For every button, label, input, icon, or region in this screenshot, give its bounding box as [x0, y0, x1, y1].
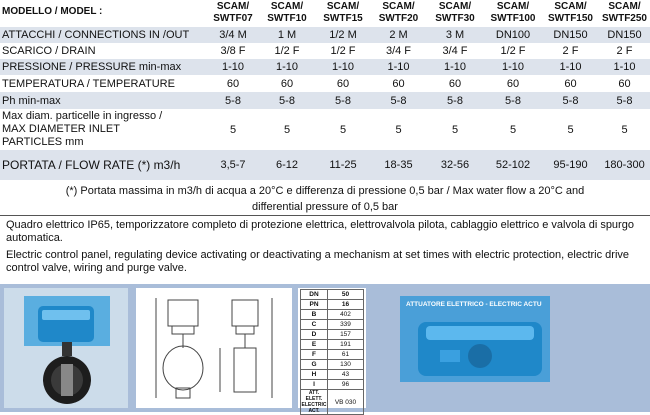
dim-value: 61 — [328, 350, 364, 360]
table-row — [0, 92, 650, 109]
dim-value: 43 — [328, 370, 364, 380]
table-cell: 1/2 F — [330, 45, 356, 57]
table-cell: DN150 — [553, 29, 588, 41]
dim-header: 50 — [328, 290, 364, 300]
technical-drawing — [136, 288, 292, 408]
table-cell: 1/2 M — [329, 29, 357, 41]
table-cell: 5-8 — [335, 94, 351, 107]
model-col: SCAM/ SWTF250 — [601, 1, 647, 24]
row-label: SCARICO / DRAIN — [2, 45, 96, 57]
dim-value: VB 030 — [328, 390, 364, 415]
dim-key: H — [301, 370, 328, 380]
table-cell: 5-8 — [279, 94, 295, 107]
dim-header: PN — [301, 300, 328, 310]
description — [6, 219, 646, 279]
table-cell: 95-190 — [553, 159, 588, 171]
table-cell: 1-10 — [443, 61, 467, 73]
table-cell: 1-10 — [501, 61, 525, 73]
dim-key: C — [301, 320, 328, 330]
table-cell: 5-8 — [562, 94, 579, 107]
model-col: SCAM/ SWTF150 — [547, 1, 593, 24]
actuator-photo-label: ATTUATORE ELETTRICO - ELECTRIC ACTU — [406, 301, 542, 308]
actuator-photo — [400, 296, 550, 382]
row-label: Ph min-max — [2, 94, 61, 107]
dim-key: I — [301, 380, 328, 390]
table-cell: 5 — [621, 123, 628, 136]
butterfly-valve-icon — [4, 288, 128, 408]
table-cell: 5-8 — [505, 94, 521, 107]
table-row — [0, 59, 650, 75]
model-col: SCAM/ SWTF20 — [378, 1, 419, 24]
table-cell: 2 M — [389, 29, 408, 41]
dimensions-table — [300, 289, 364, 415]
table-cell: 3/4 M — [219, 29, 247, 41]
table-cell: 60 — [280, 77, 294, 90]
table-cell: 2 F — [562, 45, 579, 57]
table-row — [0, 150, 650, 180]
table-cell: 5 — [283, 123, 291, 136]
table-cell: 60 — [392, 77, 405, 90]
dim-header: 16 — [328, 300, 364, 310]
table-cell: 5 — [567, 123, 574, 136]
row-label: TEMPERATURA / TEMPERATURE — [2, 77, 175, 90]
table-cell: 52-102 — [495, 159, 531, 171]
table-cell: 5 — [339, 123, 347, 136]
table-cell: 60 — [448, 77, 462, 90]
electric-actuator-icon — [400, 296, 550, 382]
footnote-line: (*) Portata massima in m3/h di acqua a 20°C e differenza di pressione 0,5 bar / Max water flow a 20°C and — [65, 185, 585, 197]
table-cell: 1-10 — [613, 61, 636, 73]
table-cell: 1-10 — [559, 61, 582, 73]
dim-key: B — [301, 310, 328, 320]
dim-value: 191 — [328, 340, 364, 350]
footnote — [0, 181, 650, 215]
table-cell: 1 M — [277, 29, 297, 41]
table-row — [0, 109, 650, 150]
table-cell: 60 — [336, 77, 350, 90]
row-label: PRESSIONE / PRESSURE min-max — [2, 61, 182, 73]
footnote-line: differential pressure of 0,5 bar — [252, 201, 398, 213]
dim-value: 339 — [328, 320, 364, 330]
table-row — [0, 27, 650, 43]
table-cell: 3/8 F — [220, 45, 246, 57]
table-cell: 5 — [451, 123, 459, 136]
divider — [0, 215, 650, 216]
table-cell: 1/2 F — [500, 45, 526, 57]
row-label: ATTACCHI / CONNECTIONS IN /OUT — [2, 29, 190, 41]
table-cell: 60 — [226, 77, 240, 90]
table-cell: 180-300 — [604, 159, 645, 171]
dim-key: E — [301, 340, 328, 350]
model-col: SCAM/ SWTF07 — [213, 1, 253, 24]
model-header-label: MODELLO / MODEL : — [2, 6, 103, 17]
table-cell: 3/4 F — [442, 45, 468, 57]
description-it: Quadro elettrico IP65, temporizzatore completo di protezione elettrica, elettrovalvola pilota, cablaggio elettrico e valvola di spurgo automatica. — [6, 219, 634, 244]
description-en: Electric control panel, regulating device activating or deactivating a mechanism at set times with electric protection, electric drive control valve, wiring and purge valve. — [6, 249, 630, 274]
model-col: SCAM/ SWTF100 — [490, 1, 536, 24]
table-header-row — [0, 0, 650, 26]
table-row — [0, 75, 650, 92]
model-col: SCAM/ SWTF30 — [435, 1, 475, 24]
table-cell: 5 — [395, 123, 402, 136]
table-cell: 1-10 — [331, 61, 355, 73]
dim-value: 130 — [328, 360, 364, 370]
table-cell: 3/4 F — [385, 45, 412, 57]
table-cell: 60 — [506, 77, 520, 90]
table-cell: 11-25 — [329, 159, 357, 171]
dim-header: DN — [301, 290, 328, 300]
table-cell: 1-10 — [387, 61, 410, 73]
valve-photo — [4, 288, 128, 408]
table-cell: 1-10 — [221, 61, 245, 73]
table-cell: 5 — [229, 123, 237, 136]
table-cell: 1/2 F — [274, 45, 300, 57]
dim-value: 96 — [328, 380, 364, 390]
dim-key: ATT. ELETT. ELECTRIC ACT. — [301, 390, 327, 414]
table-cell: 2 F — [616, 45, 633, 57]
table-cell: 18-35 — [384, 159, 413, 171]
table-cell: DN150 — [607, 29, 642, 41]
table-cell: 5-8 — [225, 94, 241, 107]
table-cell: 60 — [618, 77, 631, 90]
table-cell: 32-56 — [440, 159, 470, 171]
dim-key: D — [301, 330, 328, 340]
dim-key: F — [301, 350, 328, 360]
table-cell: 1-10 — [275, 61, 299, 73]
valve-drawing-icon — [136, 288, 292, 408]
table-cell: 5 — [509, 123, 517, 136]
table-cell: 60 — [564, 77, 577, 90]
table-cell: 5-8 — [616, 94, 633, 107]
row-label: PORTATA / FLOW RATE (*) m3/h — [2, 158, 181, 172]
dim-value: 157 — [328, 330, 364, 340]
model-col: SCAM/ SWTF10 — [267, 1, 307, 24]
table-cell: 3,5-7 — [220, 159, 246, 171]
dim-value: 402 — [328, 310, 364, 320]
model-col: SCAM/ SWTF15 — [323, 1, 363, 24]
table-cell: 5-8 — [390, 94, 407, 107]
dim-key: G — [301, 360, 328, 370]
table-row — [0, 43, 650, 59]
table-cell: DN100 — [495, 29, 531, 41]
row-label: Max diam. particelle in ingresso / MAX DIAMETER INLET PARTICLES mm — [2, 110, 163, 148]
table-cell: 3 M — [445, 29, 465, 41]
table-cell: 6-12 — [275, 159, 299, 171]
table-cell: 5-8 — [447, 94, 463, 107]
